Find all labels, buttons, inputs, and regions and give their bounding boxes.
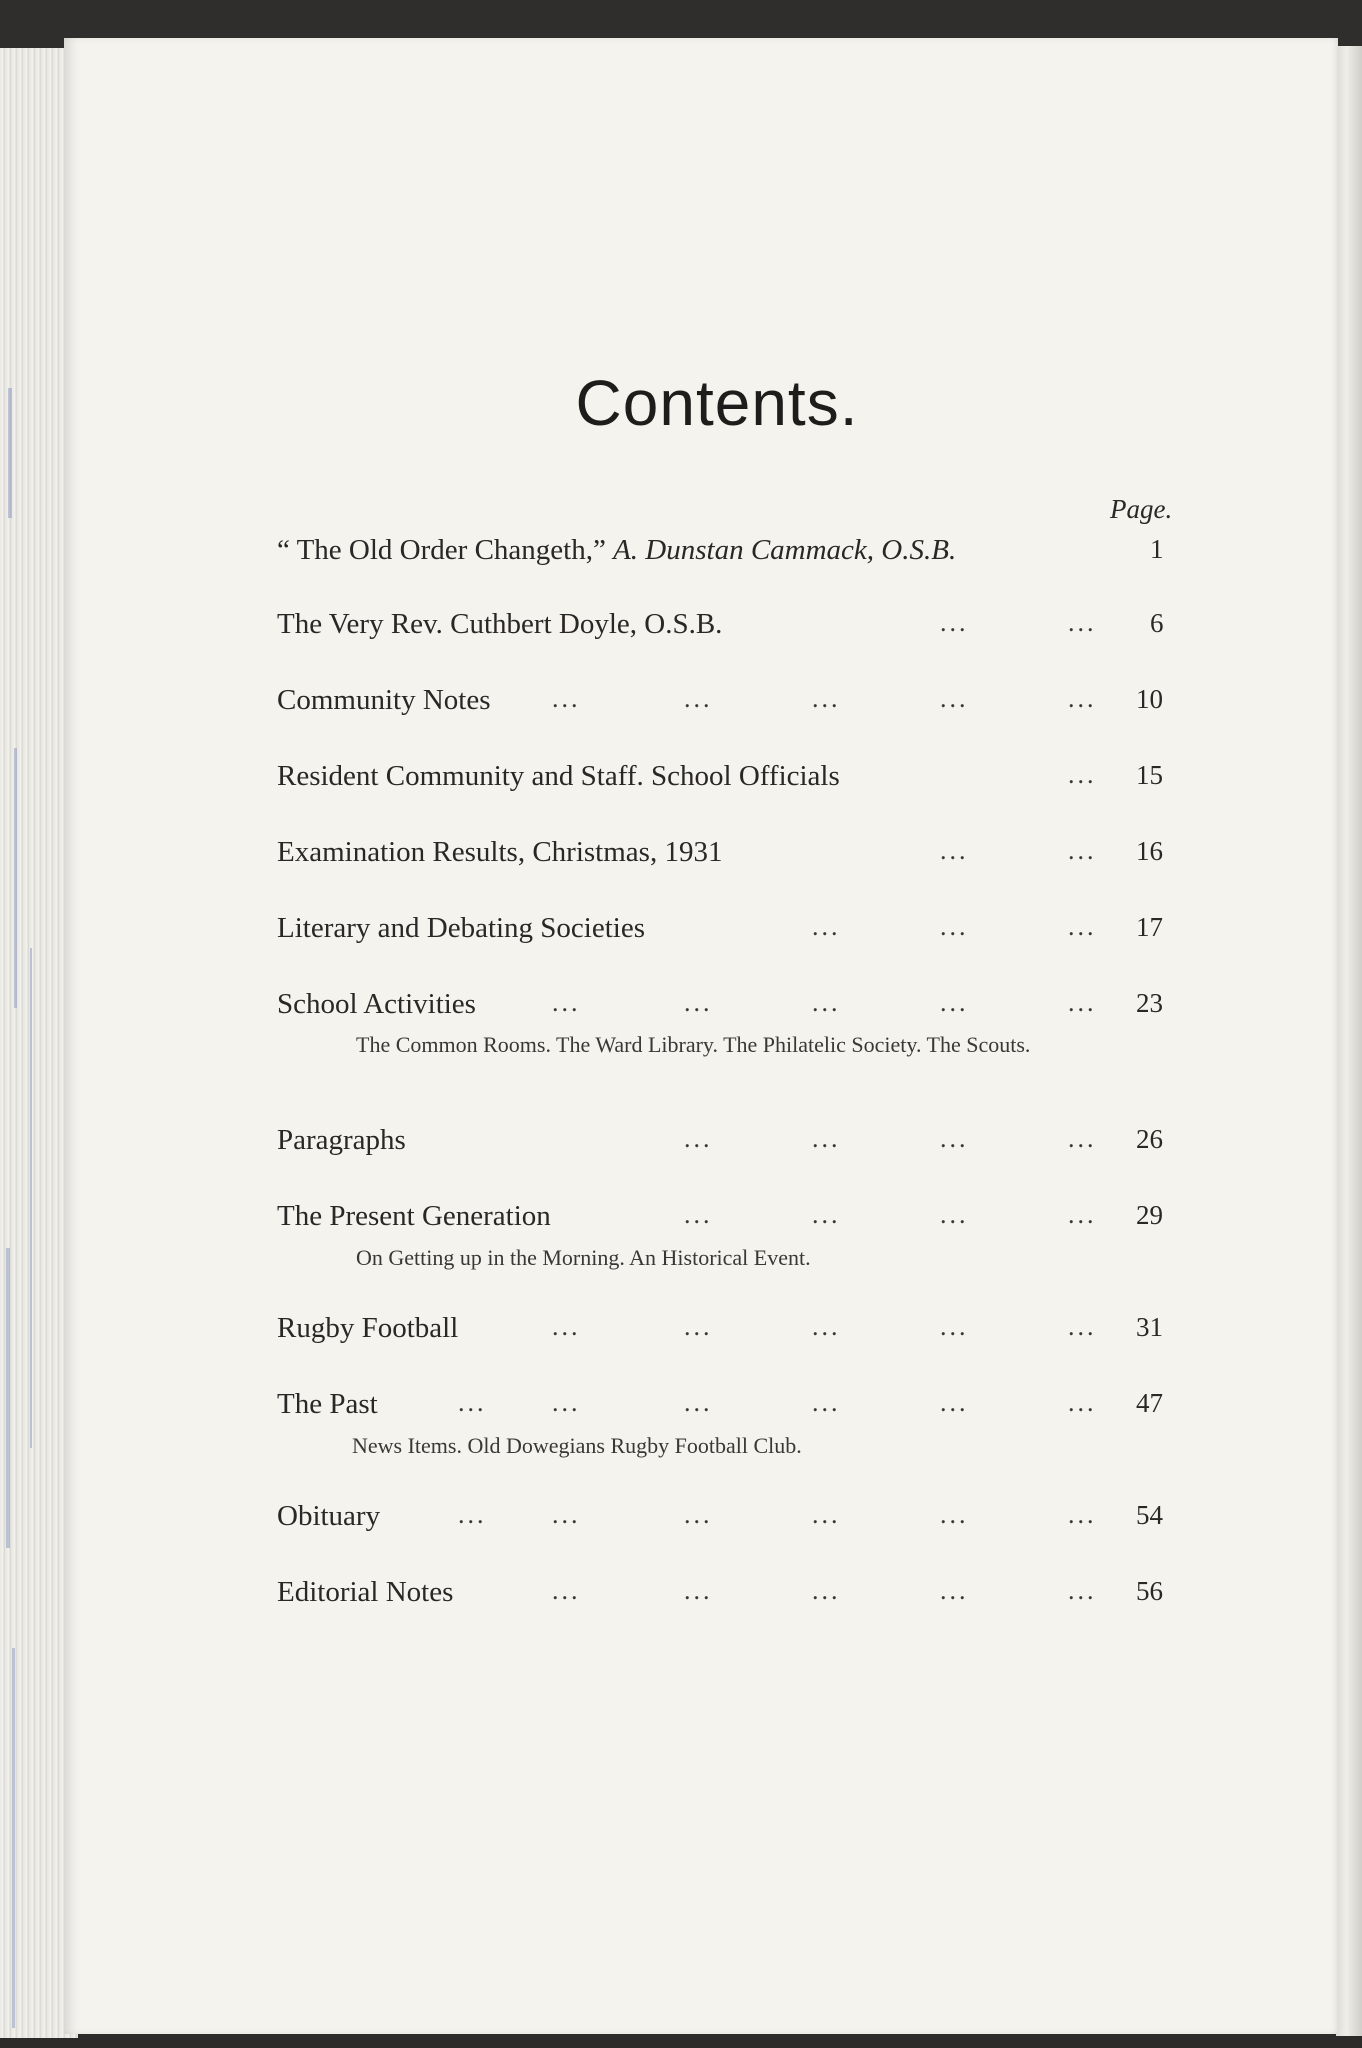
dot-leader: ... bbox=[940, 608, 969, 637]
toc-entry bbox=[0, 1576, 1362, 1620]
dot-leader: ... bbox=[940, 1312, 969, 1341]
dot-leader: ... bbox=[1068, 1388, 1097, 1417]
dot-leader: ... bbox=[940, 1200, 969, 1229]
dot-leader: ... bbox=[940, 684, 969, 713]
dot-leader: ... bbox=[458, 1388, 487, 1417]
dot-leader: ... bbox=[812, 912, 841, 941]
toc-entry-page: 15 bbox=[1136, 760, 1163, 790]
toc-entry-page: 54 bbox=[1136, 1500, 1163, 1530]
dot-leader: ... bbox=[812, 1388, 841, 1417]
toc-entry-page: 23 bbox=[1136, 988, 1163, 1018]
toc-entry-title: Examination Results, Christmas, 1931 bbox=[277, 836, 723, 868]
dot-leader: ... bbox=[812, 1576, 841, 1605]
dot-leader: ... bbox=[684, 1500, 713, 1529]
dot-leader: ... bbox=[940, 988, 969, 1017]
dot-leader: ... bbox=[552, 684, 581, 713]
toc-entry bbox=[0, 608, 1362, 652]
toc-entry-page: 26 bbox=[1136, 1124, 1163, 1154]
dot-leader: ... bbox=[1068, 988, 1097, 1017]
dot-leader: ... bbox=[552, 1312, 581, 1341]
dot-leader: ... bbox=[458, 1500, 487, 1529]
dot-leader: ... bbox=[940, 1576, 969, 1605]
toc-entry-title: Paragraphs bbox=[277, 1124, 406, 1156]
dot-leader: ... bbox=[940, 1388, 969, 1417]
dot-leader: ... bbox=[1068, 1200, 1097, 1229]
toc-entry-author: A. Dunstan Cammack, O.S.B. bbox=[613, 534, 957, 566]
dot-leader: ... bbox=[1068, 608, 1097, 637]
toc-entry-title: “ The Old Order Changeth,” A. Dunstan Cammack, O.S.B. bbox=[277, 534, 957, 566]
dot-leader: ... bbox=[812, 1312, 841, 1341]
toc-entry bbox=[0, 1388, 1362, 1432]
dot-leader: ... bbox=[812, 988, 841, 1017]
dot-leader: ... bbox=[1068, 760, 1097, 789]
facing-page-edge bbox=[1336, 46, 1362, 2036]
dot-leader: ... bbox=[1068, 1500, 1097, 1529]
toc-entry-page: 47 bbox=[1136, 1388, 1163, 1418]
dot-leader: ... bbox=[684, 1200, 713, 1229]
toc-entry-page: 6 bbox=[1150, 608, 1164, 638]
page-title: Contents. bbox=[575, 367, 859, 439]
dot-leader: ... bbox=[684, 988, 713, 1017]
toc-entry bbox=[0, 534, 1362, 578]
dot-leader: ... bbox=[552, 988, 581, 1017]
toc-entry bbox=[0, 912, 1362, 956]
dot-leader: ... bbox=[1068, 836, 1097, 865]
toc-entry-title: The Very Rev. Cuthbert Doyle, O.S.B. bbox=[277, 608, 723, 640]
toc-entry-page: 17 bbox=[1136, 912, 1163, 942]
dot-leader: ... bbox=[812, 1500, 841, 1529]
dot-leader: ... bbox=[1068, 1576, 1097, 1605]
toc-entry bbox=[0, 1200, 1362, 1244]
toc-entry-title: Rugby Football bbox=[277, 1312, 459, 1344]
toc-entry-page: 10 bbox=[1136, 684, 1163, 714]
toc-entry-title: The Present Generation bbox=[277, 1200, 551, 1232]
toc-entry-title: Resident Community and Staff. School Officials bbox=[277, 760, 840, 792]
dot-leader: ... bbox=[812, 1200, 841, 1229]
dot-leader: ... bbox=[940, 1124, 969, 1153]
dot-leader: ... bbox=[684, 1388, 713, 1417]
toc-entry bbox=[0, 684, 1362, 728]
dot-leader: ... bbox=[552, 1388, 581, 1417]
toc-entry bbox=[0, 836, 1362, 880]
dot-leader: ... bbox=[552, 1576, 581, 1605]
dot-leader: ... bbox=[812, 684, 841, 713]
toc-entry-title: The Past bbox=[277, 1388, 378, 1420]
toc-entry bbox=[0, 760, 1362, 804]
dot-leader: ... bbox=[1068, 1124, 1097, 1153]
toc-entry bbox=[0, 988, 1362, 1032]
toc-entry bbox=[0, 1312, 1362, 1356]
dot-leader: ... bbox=[940, 1500, 969, 1529]
dot-leader: ... bbox=[1068, 912, 1097, 941]
toc-entry bbox=[0, 1500, 1362, 1544]
toc-entry-subtitle: News Items. Old Dowegians Rugby Football Club. bbox=[352, 1433, 802, 1458]
toc-entry-page: 16 bbox=[1136, 836, 1163, 866]
dot-leader: ... bbox=[1068, 1312, 1097, 1341]
dot-leader: ... bbox=[684, 684, 713, 713]
toc-entry-title: Literary and Debating Societies bbox=[277, 912, 646, 944]
toc-entry-title: Editorial Notes bbox=[277, 1576, 454, 1608]
dot-leader: ... bbox=[812, 1124, 841, 1153]
toc-entry-title: Obituary bbox=[277, 1500, 381, 1532]
dot-leader: ... bbox=[684, 1312, 713, 1341]
toc-entry bbox=[0, 1124, 1362, 1168]
dot-leader: ... bbox=[940, 912, 969, 941]
toc-entry-subtitle: The Common Rooms. The Ward Library. The Philatelic Society. The Scouts. bbox=[356, 1032, 1031, 1057]
toc-entry-page: 29 bbox=[1136, 1200, 1163, 1230]
toc-entry-page: 1 bbox=[1150, 534, 1164, 564]
toc-entry-page: 31 bbox=[1136, 1312, 1163, 1342]
toc-entry-page: 56 bbox=[1136, 1576, 1163, 1606]
page-column-label: Page. bbox=[1110, 494, 1173, 524]
dot-leader: ... bbox=[940, 836, 969, 865]
toc-entry-title: Community Notes bbox=[277, 684, 491, 716]
dot-leader: ... bbox=[552, 1500, 581, 1529]
dot-leader: ... bbox=[684, 1576, 713, 1605]
dot-leader: ... bbox=[684, 1124, 713, 1153]
toc-entry-subtitle: On Getting up in the Morning. An Historical Event. bbox=[356, 1245, 811, 1270]
toc-entry-title: School Activities bbox=[277, 988, 476, 1020]
dot-leader: ... bbox=[1068, 684, 1097, 713]
